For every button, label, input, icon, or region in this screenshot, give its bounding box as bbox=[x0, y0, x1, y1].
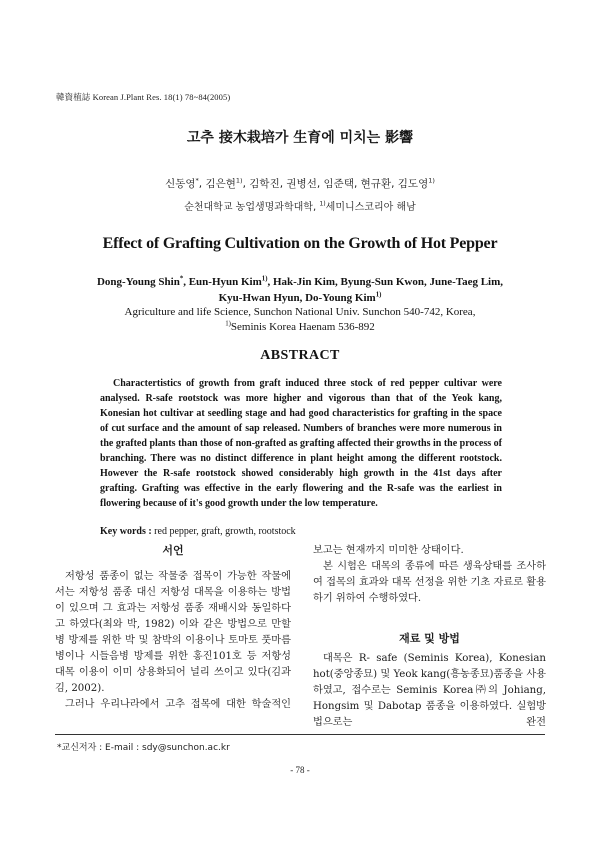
author-name: Do-Young Kim bbox=[305, 292, 376, 304]
affiliation-mark: 1) bbox=[225, 320, 231, 328]
journal-header: 韓資植誌 Korean J.Plant Res. 18(1) 78~84(2005) bbox=[56, 92, 231, 102]
author-name: Eun-Hyun Kim bbox=[188, 276, 262, 288]
author-name: Dong-Young Shin bbox=[96, 276, 180, 288]
author-name: 임준택 bbox=[323, 178, 354, 190]
author-separator: , bbox=[242, 178, 250, 190]
keywords-label: Key words : bbox=[100, 526, 152, 537]
body-paragraph: 그러나 우리나라에서 고추 접목에 대한 학술적인 bbox=[65, 699, 291, 710]
author-separator: , bbox=[299, 292, 306, 304]
author-separator: , bbox=[183, 276, 189, 288]
affiliation-text: Agriculture and life Science, Sunchon National Univ. Sunchon 540-742, Korea, bbox=[124, 306, 476, 318]
abstract-section bbox=[100, 376, 502, 537]
page-number: - 78 - bbox=[290, 765, 310, 775]
section-heading-methods: 재료 및 방법 bbox=[399, 632, 460, 645]
section-heading-introduction: 서언 bbox=[162, 544, 184, 557]
author-name: Byung-Sun Kwon bbox=[340, 276, 424, 288]
author-mark: 1) bbox=[235, 176, 243, 185]
title-english: Effect of Grafting Cultivation on the Growth of Hot Pepper bbox=[102, 235, 498, 252]
affiliations-korean bbox=[0, 198, 600, 213]
abstract-heading: ABSTRACT bbox=[260, 348, 340, 363]
body-paragraph: 대목은 R- safe (Seminis Korea), Konesian hot(중앙종묘) 및 Yeok kang(흥농종묘)품종을 사용하였고, 접수로는 Seminis Korea㈜의 Johiang, Hongsim 및 Dabotap 품종을 이용하였다. 실험방법으로는 완전 bbox=[313, 653, 546, 728]
author-mark: 1) bbox=[375, 291, 382, 299]
author-name: Hak-Jin Kim bbox=[272, 276, 336, 288]
author-name: 현규환 bbox=[360, 178, 392, 190]
author-separator: , bbox=[198, 178, 206, 190]
affiliation-text: Seminis Korea Haenam 536-892 bbox=[230, 321, 375, 333]
abstract-text: Charactertistics of growth from graft induced three stock of red pepper cultivar were analysed. R-safe rootstock was more higher and vigorous than that of the Yeok kang, Konesian hot cultivar at seedling stage and had good characteristics for grafting in the space of cut surface and the amount of sap released. Numbers of branches were more numerous in the grafted plants than those of non-grafted as grafting affected their growths in the process of branching. There was no distinct difference in plant height among the different rootstock. However the R-safe rootstock showed considerably high growth in the 41st days after grafting. Grafting was effective in the early flowering and the R-safe was the earliest in flowering because of it's good growth under the low temperature. bbox=[100, 378, 502, 509]
author-name: Kyu-Hwan Hyun bbox=[218, 292, 300, 304]
affiliations-english bbox=[50, 305, 550, 335]
authors-english bbox=[50, 274, 550, 306]
affiliation-line bbox=[50, 305, 550, 320]
author-separator: , bbox=[391, 178, 398, 190]
author-name: 권병선 bbox=[286, 178, 317, 190]
author-mark: 1) bbox=[428, 176, 435, 185]
author-separator: , bbox=[316, 178, 324, 190]
author-mark: * bbox=[195, 176, 199, 185]
author-name: 신동영 bbox=[165, 178, 196, 190]
footnote-corresponding-author: *교신저자 : E-mail : sdy@sunchon.ac.kr bbox=[57, 743, 230, 753]
author-separator: , bbox=[353, 178, 361, 190]
affiliation-mark: 1) bbox=[319, 200, 326, 208]
left-column bbox=[55, 543, 291, 713]
author-name: 김은현 bbox=[205, 178, 236, 190]
affiliation-separator: , bbox=[312, 202, 320, 213]
author-name: 김학진 bbox=[249, 178, 280, 190]
author-name: June-Taeg Lim bbox=[429, 276, 501, 288]
body-paragraph: 저항성 품종이 없는 작물중 접목이 가능한 작물에서는 저항성 품종 대신 저항성 대목을 이용하는 방법이 있으며 그 효과는 저항성 품종 재배시와 동일하다고 하였다(최와 박, 1982) 이와 같은 방법으로 만할병 방제를 위한 박 및 참박의 이용이나 토마토 풋마름병이나 시들음병 방제를 위한 홍진101호 등 저항성 대목 이용이 이미 상용화되어 널리 쓰이고 있다(김과 김, 2002). bbox=[55, 571, 291, 694]
author-separator: , bbox=[279, 178, 287, 190]
affiliation-text: 순천대학교 농업생명과학대학 bbox=[184, 202, 313, 213]
author-mark: * bbox=[179, 275, 184, 283]
keywords-value: red pepper, graft, growth, rootstock bbox=[154, 526, 296, 537]
right-column bbox=[313, 543, 546, 731]
author-mark: 1) bbox=[261, 275, 268, 283]
title-korean: 고추 接木栽培가 生育에 미치는 影響 bbox=[186, 130, 414, 146]
author-separator: , bbox=[267, 276, 273, 288]
author-separator: , bbox=[335, 276, 341, 288]
author-separator: , bbox=[423, 276, 430, 288]
authors-korean bbox=[0, 176, 600, 191]
affiliation-text: 세미니스코리아 해남 bbox=[325, 202, 416, 213]
body-paragraph: 보고는 현재까지 미미한 상태이다. bbox=[313, 545, 464, 556]
author-name: 김도영 bbox=[397, 178, 429, 190]
author-separator: , bbox=[500, 276, 504, 288]
keywords bbox=[100, 526, 502, 537]
affiliation-line bbox=[50, 320, 550, 335]
body-paragraph: 본 시험은 대목의 종류에 따른 생육상태를 조사하여 접목의 효과와 대목 선정을 위한 기초 자료로 활용하기 위하여 수행하였다. bbox=[313, 561, 546, 604]
footnote-divider bbox=[55, 734, 545, 735]
